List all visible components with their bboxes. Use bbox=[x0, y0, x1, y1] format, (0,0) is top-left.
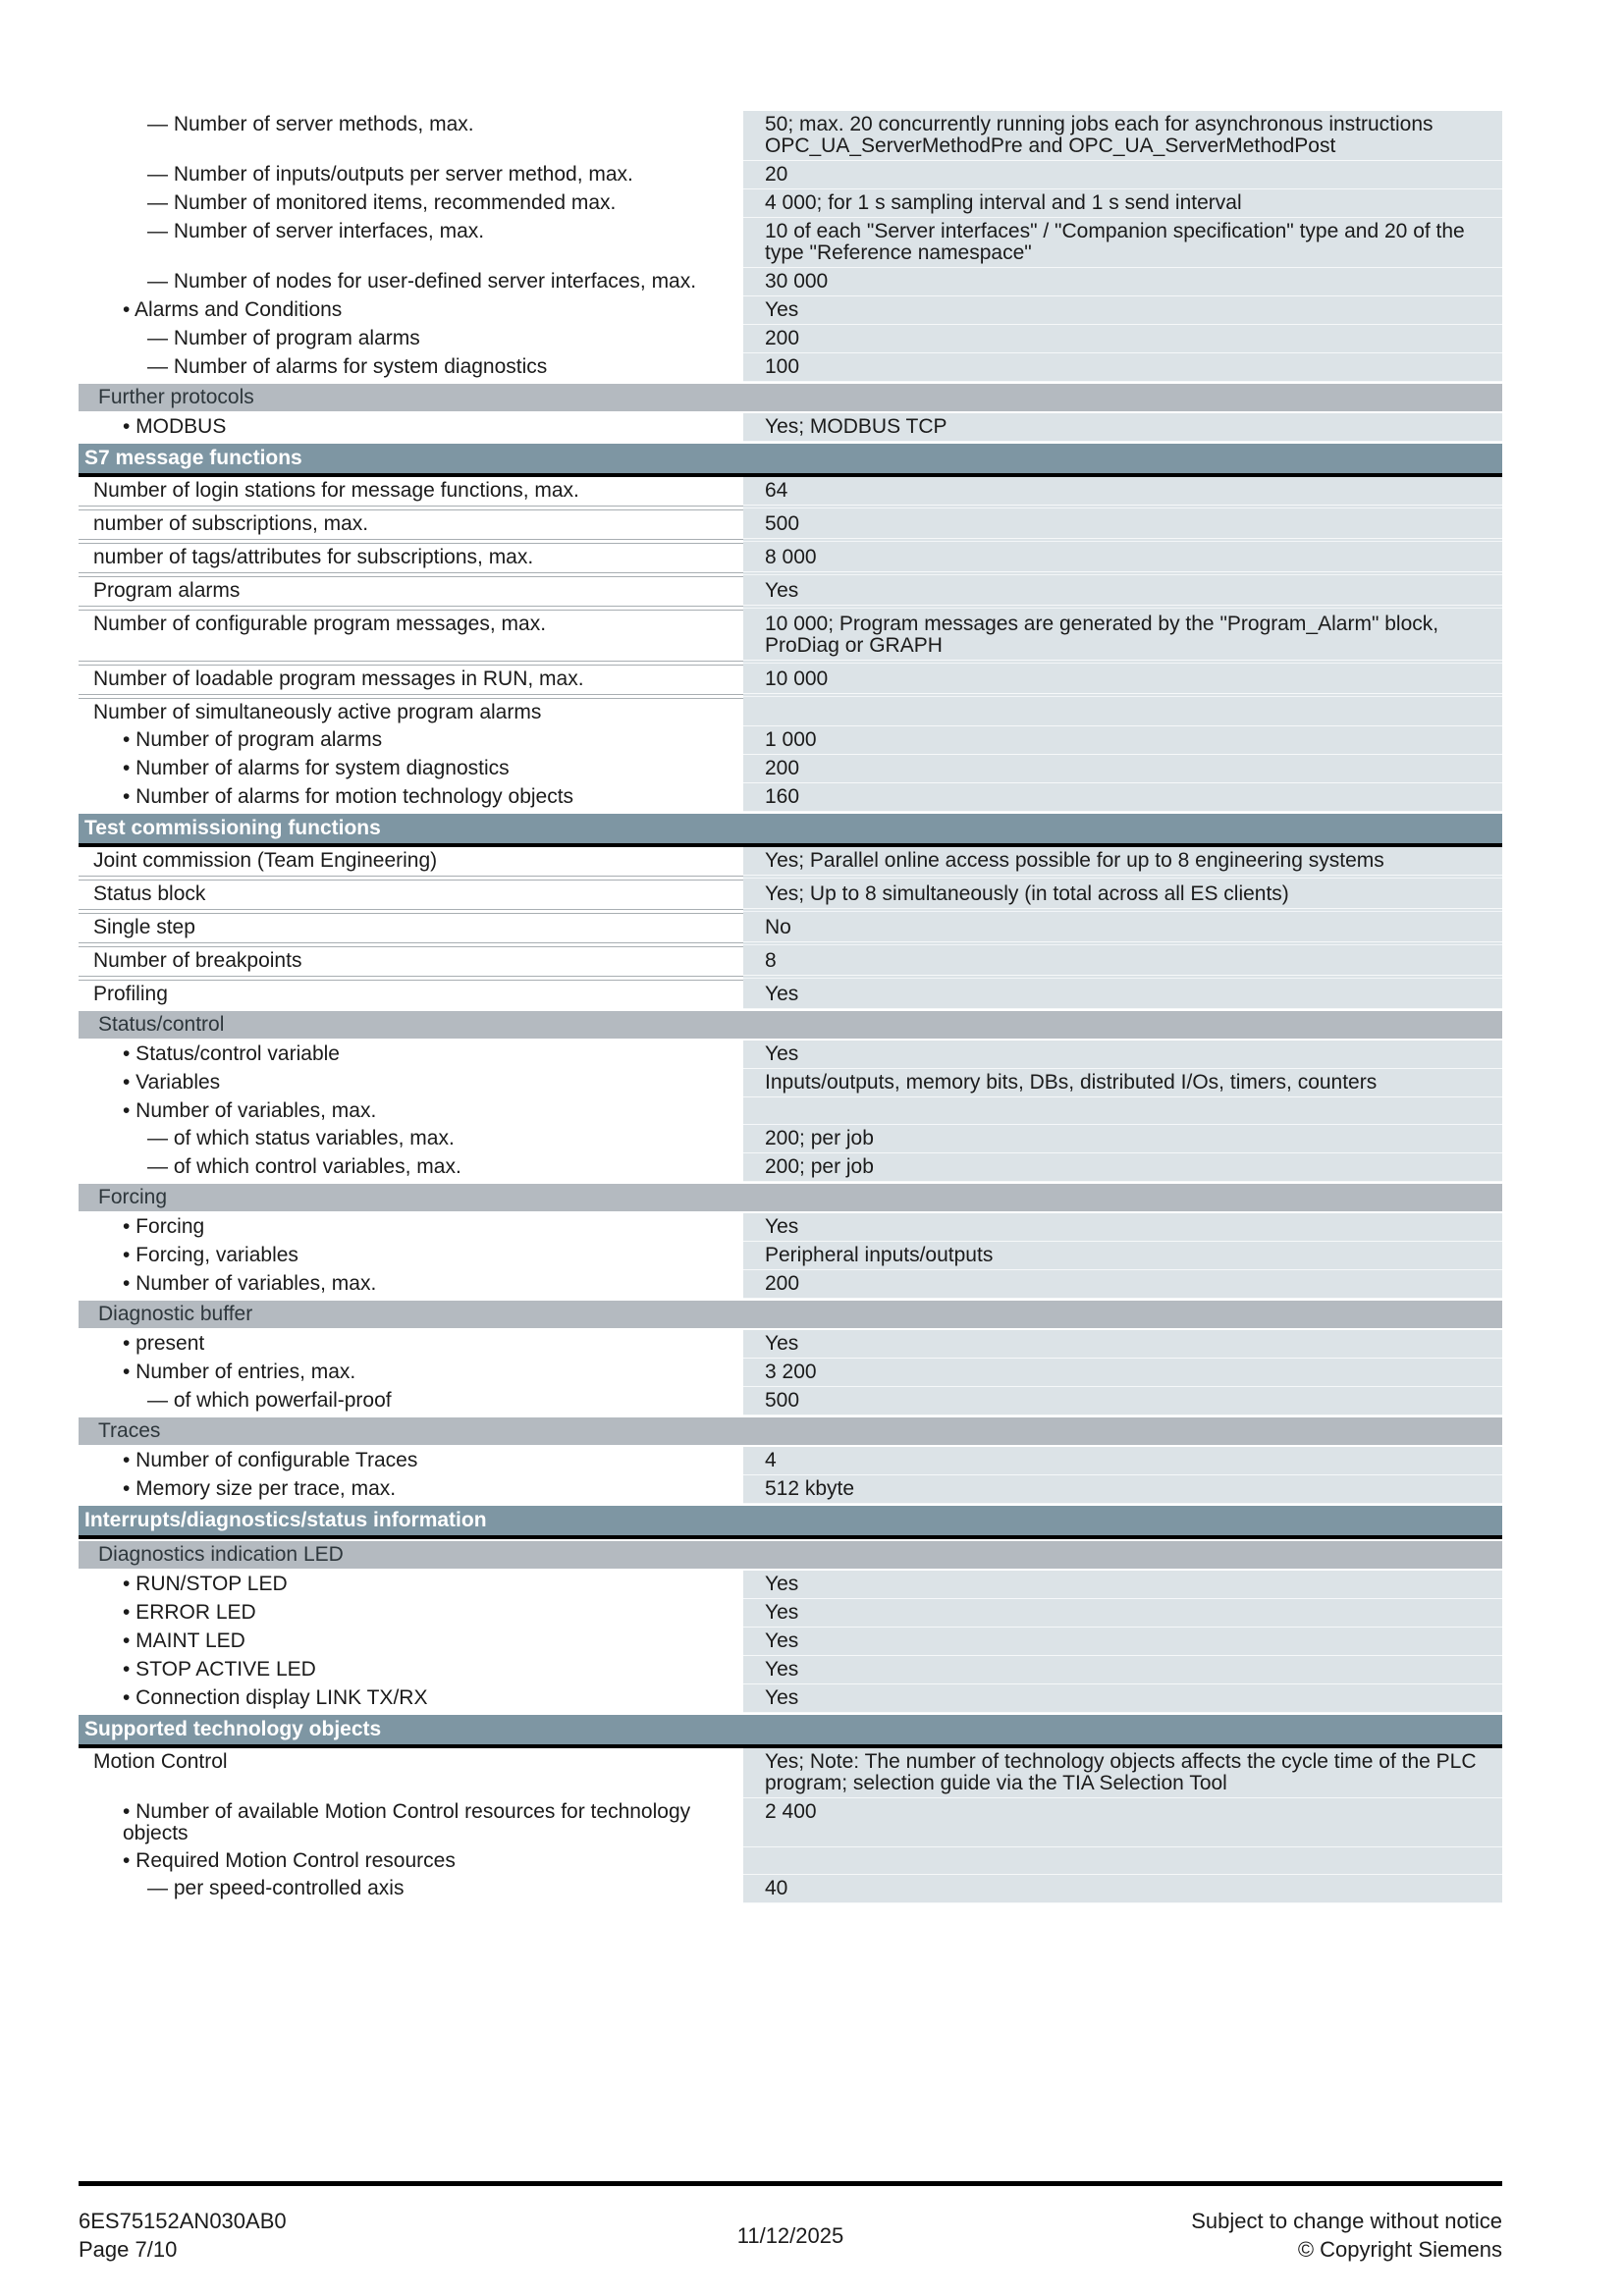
row-label: Profiling bbox=[79, 981, 743, 1009]
row-value: 4 000; for 1 s sampling interval and 1 s send interval bbox=[743, 189, 1502, 218]
row-label: • Variables bbox=[79, 1069, 743, 1097]
row-value: Yes bbox=[743, 296, 1502, 325]
row-label: Program alarms bbox=[79, 577, 743, 606]
row-label: Status block bbox=[79, 881, 743, 909]
row-label: • Number of entries, max. bbox=[79, 1359, 743, 1387]
row-label: — Number of program alarms bbox=[79, 325, 743, 353]
row-value: Yes bbox=[743, 1599, 1502, 1628]
row-value bbox=[743, 1097, 1502, 1125]
row-value: Yes bbox=[743, 1571, 1502, 1599]
row-value: 200 bbox=[743, 1270, 1502, 1299]
row-label: Single step bbox=[79, 914, 743, 942]
row-label: • MAINT LED bbox=[79, 1628, 743, 1656]
row-value: 200 bbox=[743, 755, 1502, 783]
table-row bbox=[79, 111, 1502, 161]
row-label: Number of configurable program messages, max. bbox=[79, 611, 743, 661]
row-value bbox=[743, 699, 1502, 726]
row-label: • Alarms and Conditions bbox=[79, 296, 743, 325]
row-value: Yes; Parallel online access possible for up to 8 engineering systems bbox=[743, 847, 1502, 876]
row-value: 30 000 bbox=[743, 268, 1502, 296]
sub-header: Traces bbox=[79, 1417, 1502, 1445]
row-label: • Number of available Motion Control resources for technology objects bbox=[79, 1798, 743, 1847]
row-label: — per speed-controlled axis bbox=[79, 1875, 743, 1903]
row-label: • Number of variables, max. bbox=[79, 1270, 743, 1299]
row-value: Yes bbox=[743, 1684, 1502, 1713]
row-value: Yes bbox=[743, 1213, 1502, 1242]
row-label: • Number of configurable Traces bbox=[79, 1447, 743, 1475]
table-row bbox=[79, 413, 1502, 442]
row-value: 500 bbox=[743, 510, 1502, 539]
spec-table bbox=[79, 111, 1502, 1903]
row-label: Motion Control bbox=[79, 1748, 743, 1798]
table-row bbox=[79, 847, 1502, 876]
row-value: Yes bbox=[743, 1330, 1502, 1359]
row-label: — Number of monitored items, recommended max. bbox=[79, 189, 743, 218]
row-value: 1 000 bbox=[743, 726, 1502, 755]
table-row bbox=[79, 189, 1502, 218]
table-row bbox=[79, 1599, 1502, 1628]
row-label: • Forcing bbox=[79, 1213, 743, 1242]
table-row bbox=[79, 477, 1502, 506]
table-row bbox=[79, 1875, 1502, 1903]
order-number: 6ES75152AN030AB0 bbox=[79, 2209, 287, 2233]
row-value: Yes bbox=[743, 1628, 1502, 1656]
table-row bbox=[79, 510, 1502, 539]
row-value: Inputs/outputs, memory bits, DBs, distributed I/Os, timers, counters bbox=[743, 1069, 1502, 1097]
sub-header: Further protocols bbox=[79, 384, 1502, 411]
table-row bbox=[79, 981, 1502, 1009]
table-row bbox=[79, 1069, 1502, 1097]
row-label: Number of loadable program messages in RUN, max. bbox=[79, 666, 743, 694]
footer-rule bbox=[79, 2181, 1502, 2186]
row-value: No bbox=[743, 914, 1502, 942]
row-label: — of which status variables, max. bbox=[79, 1125, 743, 1153]
section-header-rule bbox=[79, 1535, 1502, 1539]
row-value: 500 bbox=[743, 1387, 1502, 1415]
table-row bbox=[79, 947, 1502, 976]
row-label: • Memory size per trace, max. bbox=[79, 1475, 743, 1504]
table-row bbox=[79, 1475, 1502, 1504]
table-row bbox=[79, 1656, 1502, 1684]
row-value: 10 of each "Server interfaces" / "Companion specification" type and 20 of the type "Reference namespace" bbox=[743, 218, 1502, 268]
table-row bbox=[79, 325, 1502, 353]
row-label: — of which control variables, max. bbox=[79, 1153, 743, 1182]
row-label: • Number of program alarms bbox=[79, 726, 743, 755]
row-label: Joint commission (Team Engineering) bbox=[79, 847, 743, 876]
footer-date: 11/12/2025 bbox=[736, 2222, 844, 2248]
table-row bbox=[79, 1125, 1502, 1153]
row-value: 20 bbox=[743, 161, 1502, 189]
change-notice: Subject to change without notice bbox=[1191, 2209, 1502, 2233]
row-value: Yes bbox=[743, 577, 1502, 606]
row-label: Number of simultaneously active program alarms bbox=[79, 699, 743, 726]
sub-header: Diagnostics indication LED bbox=[79, 1541, 1502, 1569]
footer-left bbox=[79, 2207, 549, 2264]
table-row bbox=[79, 914, 1502, 942]
row-value: 160 bbox=[743, 783, 1502, 812]
table-row bbox=[79, 1684, 1502, 1713]
table-row bbox=[79, 666, 1502, 694]
table-row bbox=[79, 1628, 1502, 1656]
row-label: Number of breakpoints bbox=[79, 947, 743, 976]
footer-right bbox=[1033, 2207, 1503, 2264]
table-row bbox=[79, 1270, 1502, 1299]
row-value: 200; per job bbox=[743, 1153, 1502, 1182]
table-row bbox=[79, 1798, 1502, 1847]
row-label: • Status/control variable bbox=[79, 1041, 743, 1069]
table-row bbox=[79, 1213, 1502, 1242]
table-row bbox=[79, 1097, 1502, 1125]
row-value bbox=[743, 1847, 1502, 1875]
table-row bbox=[79, 544, 1502, 572]
row-value: 10 000; Program messages are generated by the "Program_Alarm" block, ProDiag or GRAPH bbox=[743, 611, 1502, 661]
row-value: 2 400 bbox=[743, 1798, 1502, 1847]
table-row bbox=[79, 881, 1502, 909]
table-row bbox=[79, 577, 1502, 606]
table-row bbox=[79, 699, 1502, 726]
row-value: Yes bbox=[743, 981, 1502, 1009]
table-row bbox=[79, 1041, 1502, 1069]
table-row bbox=[79, 1748, 1502, 1798]
row-value: 512 kbyte bbox=[743, 1475, 1502, 1504]
page-number: Page 7/10 bbox=[79, 2237, 178, 2262]
section-header: Interrupts/diagnostics/status information bbox=[79, 1506, 1502, 1535]
row-value: Yes bbox=[743, 1041, 1502, 1069]
row-value: 50; max. 20 concurrently running jobs each for asynchronous instructions OPC_UA_ServerMethodPre and OPC_UA_ServerMethodPost bbox=[743, 111, 1502, 161]
table-row bbox=[79, 161, 1502, 189]
table-row bbox=[79, 218, 1502, 268]
row-label: number of tags/attributes for subscriptions, max. bbox=[79, 544, 743, 572]
row-label: — Number of inputs/outputs per server method, max. bbox=[79, 161, 743, 189]
row-value: 8 bbox=[743, 947, 1502, 976]
table-row bbox=[79, 1330, 1502, 1359]
row-label: • present bbox=[79, 1330, 743, 1359]
sub-header: Status/control bbox=[79, 1011, 1502, 1039]
row-label: • Connection display LINK TX/RX bbox=[79, 1684, 743, 1713]
table-row bbox=[79, 755, 1502, 783]
sub-header: Diagnostic buffer bbox=[79, 1301, 1502, 1328]
row-label: • RUN/STOP LED bbox=[79, 1571, 743, 1599]
table-row bbox=[79, 1242, 1502, 1270]
sub-header: Forcing bbox=[79, 1184, 1502, 1211]
row-label: • Number of alarms for system diagnostics bbox=[79, 755, 743, 783]
table-row bbox=[79, 268, 1502, 296]
row-value: Peripheral inputs/outputs bbox=[743, 1242, 1502, 1270]
row-label: — Number of nodes for user-defined server interfaces, max. bbox=[79, 268, 743, 296]
row-label: • Required Motion Control resources bbox=[79, 1847, 743, 1875]
row-value: Yes; Up to 8 simultaneously (in total across all ES clients) bbox=[743, 881, 1502, 909]
table-row bbox=[79, 1447, 1502, 1475]
row-value: 4 bbox=[743, 1447, 1502, 1475]
table-row bbox=[79, 1359, 1502, 1387]
row-label: • Number of variables, max. bbox=[79, 1097, 743, 1125]
section-header: S7 message functions bbox=[79, 444, 1502, 473]
row-label: — Number of server methods, max. bbox=[79, 111, 743, 161]
row-label: • STOP ACTIVE LED bbox=[79, 1656, 743, 1684]
table-row bbox=[79, 611, 1502, 661]
row-value: 10 000 bbox=[743, 666, 1502, 694]
row-value: 200; per job bbox=[743, 1125, 1502, 1153]
table-row bbox=[79, 1571, 1502, 1599]
table-row bbox=[79, 296, 1502, 325]
table-row bbox=[79, 1387, 1502, 1415]
copyright: © Copyright Siemens bbox=[1297, 2237, 1502, 2262]
row-value: 3 200 bbox=[743, 1359, 1502, 1387]
row-value: 8 000 bbox=[743, 544, 1502, 572]
section-header: Test commissioning functions bbox=[79, 814, 1502, 843]
row-value: Yes bbox=[743, 1656, 1502, 1684]
table-row bbox=[79, 783, 1502, 812]
row-label: • MODBUS bbox=[79, 413, 743, 442]
row-value: 100 bbox=[743, 353, 1502, 382]
row-value: 40 bbox=[743, 1875, 1502, 1903]
table-row bbox=[79, 1153, 1502, 1182]
row-label: Number of login stations for message functions, max. bbox=[79, 477, 743, 506]
table-row bbox=[79, 726, 1502, 755]
section-header: Supported technology objects bbox=[79, 1715, 1502, 1744]
row-label: • ERROR LED bbox=[79, 1599, 743, 1628]
row-value: Yes; Note: The number of technology objects affects the cycle time of the PLC program; selection guide via the TIA Selection Tool bbox=[743, 1748, 1502, 1798]
row-label: — of which powerfail-proof bbox=[79, 1387, 743, 1415]
row-value: 200 bbox=[743, 325, 1502, 353]
row-label: number of subscriptions, max. bbox=[79, 510, 743, 539]
row-label: — Number of alarms for system diagnostics bbox=[79, 353, 743, 382]
row-label: — Number of server interfaces, max. bbox=[79, 218, 743, 268]
row-label: • Forcing, variables bbox=[79, 1242, 743, 1270]
table-row bbox=[79, 353, 1502, 382]
table-row bbox=[79, 1847, 1502, 1875]
row-value: Yes; MODBUS TCP bbox=[743, 413, 1502, 442]
row-value: 64 bbox=[743, 477, 1502, 506]
page-footer bbox=[79, 2207, 1502, 2264]
row-label: • Number of alarms for motion technology objects bbox=[79, 783, 743, 812]
